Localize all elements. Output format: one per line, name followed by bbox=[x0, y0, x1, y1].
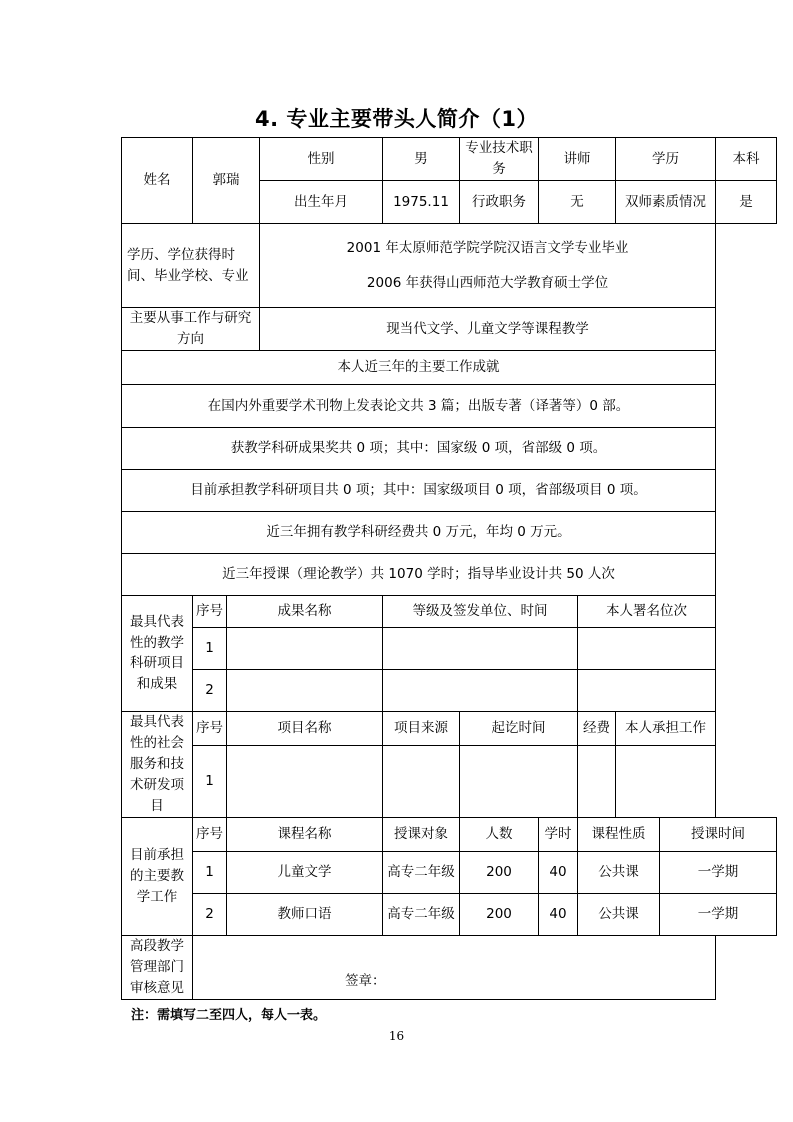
service-header-role: 本人承担工作 bbox=[616, 712, 716, 746]
achievement-row: 近三年授课（理论教学）共 1070 学时；指导毕业设计共 50 人次 bbox=[122, 553, 716, 595]
teaching-row-target: 高专二年级 bbox=[383, 851, 460, 893]
teaching-row-time: 一学期 bbox=[660, 851, 777, 893]
footnote: 注：需填写二至四人，每人一表。 bbox=[131, 1008, 327, 1023]
service-row-no: 1 bbox=[193, 745, 227, 817]
dual-label: 双师素质情况 bbox=[616, 181, 716, 224]
research-row-level bbox=[383, 627, 578, 669]
admin-label: 行政职务 bbox=[460, 181, 539, 224]
teaching-header-no: 序号 bbox=[193, 817, 227, 851]
dual-value: 是 bbox=[716, 181, 777, 224]
teaching-header-time: 授课时间 bbox=[660, 817, 777, 851]
teaching-row-hours: 40 bbox=[539, 893, 578, 935]
service-label: 最具代表性的社会服务和技术研发项目 bbox=[122, 712, 193, 818]
teaching-row-hours: 40 bbox=[539, 851, 578, 893]
research-header-name: 成果名称 bbox=[227, 595, 383, 627]
work-value: 现当代文学、儿童文学等课程教学 bbox=[260, 308, 716, 351]
teaching-row-no: 2 bbox=[193, 893, 227, 935]
service-header-name: 项目名称 bbox=[227, 712, 383, 746]
teaching-row-course: 儿童文学 bbox=[227, 851, 383, 893]
review-label: 高段教学管理部门审核意见 bbox=[122, 936, 193, 1000]
achievement-row: 在国内外重要学术刊物上发表论文共 3 篇；出版专著（译著等）0 部。 bbox=[122, 385, 716, 427]
achievement-row: 获教学科研成果奖共 0 项；其中：国家级 0 项，省部级 0 项。 bbox=[122, 427, 716, 469]
teaching-row-nature: 公共课 bbox=[578, 851, 660, 893]
degree-label: 学历、学位获得时间、毕业学校、专业 bbox=[122, 224, 260, 308]
achievements-header: 本人近三年的主要工作成就 bbox=[122, 351, 716, 385]
name-value: 郭瑞 bbox=[193, 138, 260, 224]
teaching-row-course: 教师口语 bbox=[227, 893, 383, 935]
research-row-no: 2 bbox=[193, 669, 227, 711]
title-label: 专业技术职务 bbox=[460, 138, 539, 181]
teaching-header-hours: 学时 bbox=[539, 817, 578, 851]
service-row-role bbox=[616, 745, 716, 817]
education-value: 本科 bbox=[716, 138, 777, 181]
table-row bbox=[122, 851, 777, 893]
research-row-name bbox=[227, 627, 383, 669]
achievement-row: 近三年拥有教学科研经费共 0 万元，年均 0 万元。 bbox=[122, 511, 716, 553]
table-row bbox=[122, 745, 777, 817]
service-row-name bbox=[227, 745, 383, 817]
page-title: 4. 专业主要带头人简介（1） bbox=[254, 107, 538, 131]
teaching-header-nature: 课程性质 bbox=[578, 817, 660, 851]
teaching-row-target: 高专二年级 bbox=[383, 893, 460, 935]
table-row bbox=[122, 669, 777, 711]
review-area bbox=[193, 936, 716, 1000]
admin-value: 无 bbox=[539, 181, 616, 224]
education-label: 学历 bbox=[616, 138, 716, 181]
research-header-level: 等级及签发单位、时间 bbox=[383, 595, 578, 627]
research-header-rank: 本人署名位次 bbox=[578, 595, 716, 627]
signature-label: 签章： bbox=[345, 973, 386, 990]
research-row-name bbox=[227, 669, 383, 711]
work-label: 主要从事工作与研究方向 bbox=[122, 308, 260, 351]
research-row-level bbox=[383, 669, 578, 711]
teaching-row-count: 200 bbox=[460, 851, 539, 893]
teaching-label: 目前承担的主要教学工作 bbox=[122, 817, 193, 935]
service-header-period: 起讫时间 bbox=[460, 712, 578, 746]
research-label: 最具代表性的教学科研项目和成果 bbox=[122, 595, 193, 711]
table-row bbox=[122, 627, 777, 669]
birth-label: 出生年月 bbox=[260, 181, 383, 224]
birth-value: 1975.11 bbox=[383, 181, 460, 224]
gender-label: 性别 bbox=[260, 138, 383, 181]
teaching-header-count: 人数 bbox=[460, 817, 539, 851]
teaching-row-nature: 公共课 bbox=[578, 893, 660, 935]
teaching-row-time: 一学期 bbox=[660, 893, 777, 935]
page-number: 16 bbox=[388, 1029, 405, 1043]
service-header-source: 项目来源 bbox=[383, 712, 460, 746]
degree-line-2: 2006 年获得山西师范大学教育硕士学位 bbox=[366, 274, 609, 291]
research-header-no: 序号 bbox=[193, 595, 227, 627]
service-header-no: 序号 bbox=[193, 712, 227, 746]
service-row-fund bbox=[578, 745, 616, 817]
profile-table bbox=[121, 137, 777, 1000]
teaching-row-count: 200 bbox=[460, 893, 539, 935]
teaching-header-target: 授课对象 bbox=[383, 817, 460, 851]
service-row-source bbox=[383, 745, 460, 817]
research-row-rank bbox=[578, 669, 716, 711]
service-header-fund: 经费 bbox=[578, 712, 616, 746]
table-row bbox=[122, 893, 777, 935]
degree-line-1: 2001 年太原师范学院学院汉语言文学专业毕业 bbox=[346, 239, 629, 256]
teaching-row-no: 1 bbox=[193, 851, 227, 893]
research-row-rank bbox=[578, 627, 716, 669]
teaching-header-course: 课程名称 bbox=[227, 817, 383, 851]
service-row-period bbox=[460, 745, 578, 817]
name-label: 姓名 bbox=[122, 138, 193, 224]
title-value: 讲师 bbox=[539, 138, 616, 181]
degree-value bbox=[260, 224, 716, 308]
research-row-no: 1 bbox=[193, 627, 227, 669]
achievement-row: 目前承担教学科研项目共 0 项；其中：国家级项目 0 项，省部级项目 0 项。 bbox=[122, 469, 716, 511]
gender-value: 男 bbox=[383, 138, 460, 181]
